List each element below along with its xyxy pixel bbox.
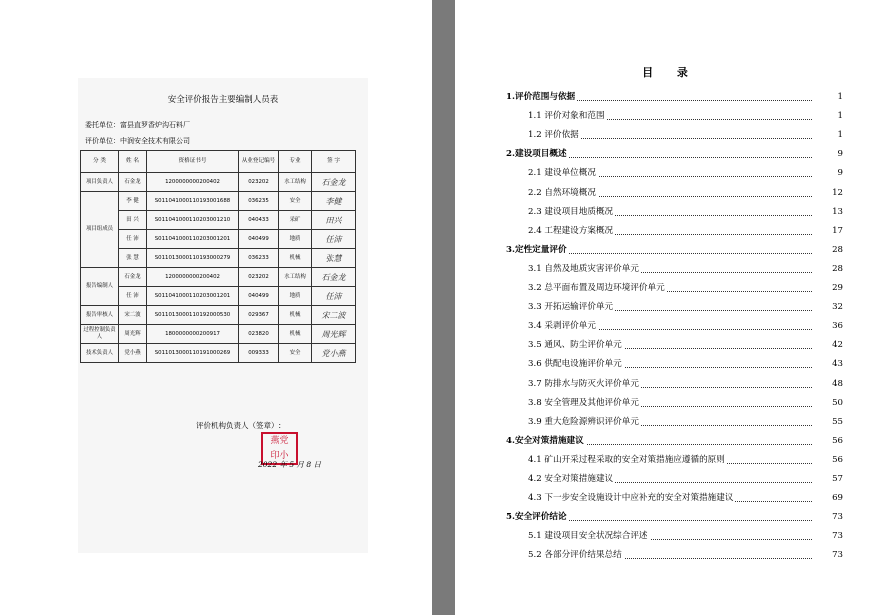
toc-entry[interactable] <box>0 434 885 448</box>
signature-cell: 任沛 <box>312 230 356 249</box>
toc-entry-label: 3.7 防排水与防灭火评价单元 <box>528 378 639 389</box>
cert-cell: S011041000110193001688 <box>147 192 239 211</box>
major-cell: 机械 <box>279 325 312 344</box>
reg-cell: 023820 <box>239 325 279 344</box>
signature-cell: 田兴 <box>312 211 356 230</box>
toc-entry[interactable] <box>0 453 885 467</box>
col-reg: 从业登记编号 <box>239 151 279 173</box>
toc-entry-label: 3.4 采剥评价单元 <box>528 321 596 332</box>
major-cell: 地质 <box>279 230 312 249</box>
major-cell: 水工结构 <box>279 173 312 192</box>
toc-entry-label: 2.3 建设项目地质概况 <box>528 206 614 217</box>
cert-cell: 1200000000200402 <box>147 268 239 287</box>
toc-entry-label: 5.2 各部分评价结果总结 <box>528 550 622 561</box>
toc-entry-label: 2.2 自然环境概况 <box>528 187 596 198</box>
toc-entry-label: 1.1 评价对象和范围 <box>528 111 605 122</box>
toc-entry-label: 5.安全评价结论 <box>506 512 567 523</box>
toc-entry[interactable] <box>0 90 885 104</box>
cert-cell: S011041000110203001210 <box>147 211 239 230</box>
toc-entry-page: 13 <box>813 205 843 219</box>
cert-cell: 1200000000200402 <box>147 173 239 192</box>
reg-cell: 040433 <box>239 211 279 230</box>
signature-cell: 宋二波 <box>312 306 356 325</box>
toc-entry-label: 3.3 开拓运输评价单元 <box>528 302 614 313</box>
name-cell: 党小燕 <box>119 344 147 363</box>
toc-entry[interactable] <box>0 338 885 352</box>
staff-table-title: 安全评价报告主要编制人员表 <box>167 95 279 105</box>
signature-cell: 党小燕 <box>312 344 356 363</box>
toc-entry-label: 3.6 供配电设施评价单元 <box>528 359 622 370</box>
toc-entry-label: 3.8 安全管理及其他评价单元 <box>528 397 639 408</box>
toc-entry[interactable] <box>0 281 885 295</box>
reg-cell: 040499 <box>239 230 279 249</box>
major-cell: 安全 <box>279 192 312 211</box>
toc-entry[interactable] <box>0 491 885 505</box>
toc-entry-page: 9 <box>813 166 843 180</box>
cert-cell: S011013000110193000279 <box>147 249 239 268</box>
reg-cell: 023202 <box>239 268 279 287</box>
col-name: 姓 名 <box>119 151 147 173</box>
name-cell: 石金龙 <box>119 268 147 287</box>
name-cell: 任 沛 <box>119 230 147 249</box>
toc-entry[interactable] <box>0 472 885 486</box>
toc-entry[interactable] <box>0 128 885 142</box>
handwritten-date: 2022 年 5 月 8 日 <box>258 460 322 469</box>
name-cell: 任 沛 <box>119 287 147 306</box>
toc-entry-label: 2.1 建设单位概况 <box>528 168 596 179</box>
toc-entry-page: 48 <box>813 377 843 391</box>
major-cell: 地质 <box>279 287 312 306</box>
col-category: 分 类 <box>81 151 119 173</box>
toc-entry[interactable] <box>0 186 885 200</box>
reg-cell: 040499 <box>239 287 279 306</box>
toc-entry-page: 17 <box>813 224 843 238</box>
toc-entry-page: 36 <box>813 319 843 333</box>
signature-cell: 周光辉 <box>312 325 356 344</box>
cert-cell: S011041000110203001201 <box>147 287 239 306</box>
toc-entry-page: 1 <box>813 90 843 104</box>
reg-cell: 036233 <box>239 249 279 268</box>
col-cert: 资格证书号 <box>147 151 239 173</box>
toc-entry[interactable] <box>0 109 885 123</box>
client-unit: 委托单位：富县直罗香炉沟石料厂 <box>85 121 190 129</box>
toc-entry[interactable] <box>0 147 885 161</box>
toc-entry-page: 32 <box>813 300 843 314</box>
cert-cell: 1800000000200917 <box>147 325 239 344</box>
toc-entry-page: 69 <box>813 491 843 505</box>
toc-entry[interactable] <box>0 166 885 180</box>
toc-entry-page: 73 <box>813 529 843 543</box>
toc-entry-page: 1 <box>813 128 843 142</box>
toc-entry[interactable] <box>0 319 885 333</box>
signature-cell: 李健 <box>312 192 356 211</box>
cert-cell: S011013000110191000269 <box>147 344 239 363</box>
col-major: 专业 <box>279 151 312 173</box>
major-cell: 采矿 <box>279 211 312 230</box>
toc-entry-label: 3.2 总平面布置及周边环境评价单元 <box>528 283 665 293</box>
toc-entry[interactable] <box>0 415 885 429</box>
name-cell: 周光辉 <box>119 325 147 344</box>
toc-entry-page: 1 <box>813 109 843 123</box>
cert-cell: S011013000110192000530 <box>147 306 239 325</box>
signature-cell: 石金龙 <box>312 173 356 192</box>
reg-cell: 009333 <box>239 344 279 363</box>
category-cell: 过程控制负责人 <box>81 325 119 344</box>
col-signature: 签 字 <box>312 151 356 173</box>
evaluation-unit: 评价单位：中润安全技术有限公司 <box>85 137 190 145</box>
toc-entry-label: 1.评价范围与依据 <box>506 92 576 102</box>
toc-entry-label: 3.定性定量评价 <box>506 244 567 255</box>
category-cell: 报告审核人 <box>81 306 119 325</box>
toc-entry[interactable] <box>0 510 885 524</box>
category-cell: 项目负责人 <box>81 173 119 192</box>
toc-entry-page: 57 <box>813 472 843 486</box>
toc-entry-page: 50 <box>813 396 843 410</box>
toc-entry-label: 5.1 建设项目安全状况综合评述 <box>528 531 648 542</box>
toc-entry-label: 3.9 重大危险源辨识评价单元 <box>528 416 639 427</box>
toc-entry-page: 56 <box>813 453 843 467</box>
toc-entry-page: 12 <box>813 186 843 200</box>
category-cell: 报告编制人 <box>81 268 119 306</box>
toc-entry[interactable] <box>0 300 885 314</box>
toc-entry-page: 9 <box>813 147 843 161</box>
major-cell: 安全 <box>279 344 312 363</box>
signature-cell: 任沛 <box>312 287 356 306</box>
category-cell: 项目组成员 <box>81 192 119 268</box>
toc-title: 目 录 <box>642 66 698 79</box>
toc-entry-label: 2.建设项目概述 <box>506 149 567 160</box>
toc-entry-label: 3.1 自然及地质灾害评价单元 <box>528 263 639 274</box>
toc-entry[interactable] <box>0 529 885 543</box>
toc-entry-page: 42 <box>813 338 843 352</box>
toc-entry-label: 1.2 评价依据 <box>528 130 579 141</box>
toc-entry-label: 4.1 矿山开采过程采取的安全对策措施应遵循的原则 <box>528 454 725 465</box>
major-cell: 机械 <box>279 249 312 268</box>
toc-entry-page: 29 <box>813 281 843 295</box>
toc-entry[interactable] <box>0 357 885 371</box>
toc-entry-page: 28 <box>813 262 843 276</box>
reg-cell: 036235 <box>239 192 279 211</box>
toc-entry[interactable] <box>0 548 885 562</box>
cert-cell: S011041000110203001201 <box>147 230 239 249</box>
major-cell: 水工结构 <box>279 268 312 287</box>
toc-entry-label: 4.3 下一步安全设施设计中应补充的安全对策措施建议 <box>528 493 734 504</box>
toc-entry-page: 73 <box>813 548 843 562</box>
red-seal-stamp: 燕党 印小 <box>261 432 298 465</box>
toc-entry[interactable] <box>0 243 885 257</box>
toc-entry[interactable] <box>0 224 885 238</box>
toc-entry-label: 4.2 安全对策措施建议 <box>528 474 614 484</box>
name-cell: 石金龙 <box>119 173 147 192</box>
reg-cell: 029367 <box>239 306 279 325</box>
name-cell: 张 慧 <box>119 249 147 268</box>
toc-entry-page: 56 <box>813 434 843 448</box>
toc-entry[interactable] <box>0 396 885 410</box>
reg-cell: 023202 <box>239 173 279 192</box>
toc-entry-page: 73 <box>813 510 843 524</box>
category-cell: 技术负责人 <box>81 344 119 363</box>
toc-entry-page: 55 <box>813 415 843 429</box>
toc-entry[interactable] <box>0 262 885 276</box>
toc-entry-page: 28 <box>813 243 843 257</box>
toc-entry[interactable] <box>0 205 885 219</box>
toc-entry-page: 43 <box>813 357 843 371</box>
toc-entry-label: 4.安全对策措施建议 <box>506 435 584 446</box>
institution-head-signature-label: 评价机构负责人（签章）: <box>196 421 282 430</box>
major-cell: 机械 <box>279 306 312 325</box>
name-cell: 田 兴 <box>119 211 147 230</box>
name-cell: 宋二波 <box>119 306 147 325</box>
name-cell: 李 健 <box>119 192 147 211</box>
toc-entry[interactable] <box>0 377 885 391</box>
toc-entry-label: 3.5 通风、防尘评价单元 <box>528 340 622 351</box>
toc-entry-label: 2.4 工程建设方案概况 <box>528 225 614 236</box>
signature-cell: 石金龙 <box>312 268 356 287</box>
signature-cell: 张慧 <box>312 249 356 268</box>
